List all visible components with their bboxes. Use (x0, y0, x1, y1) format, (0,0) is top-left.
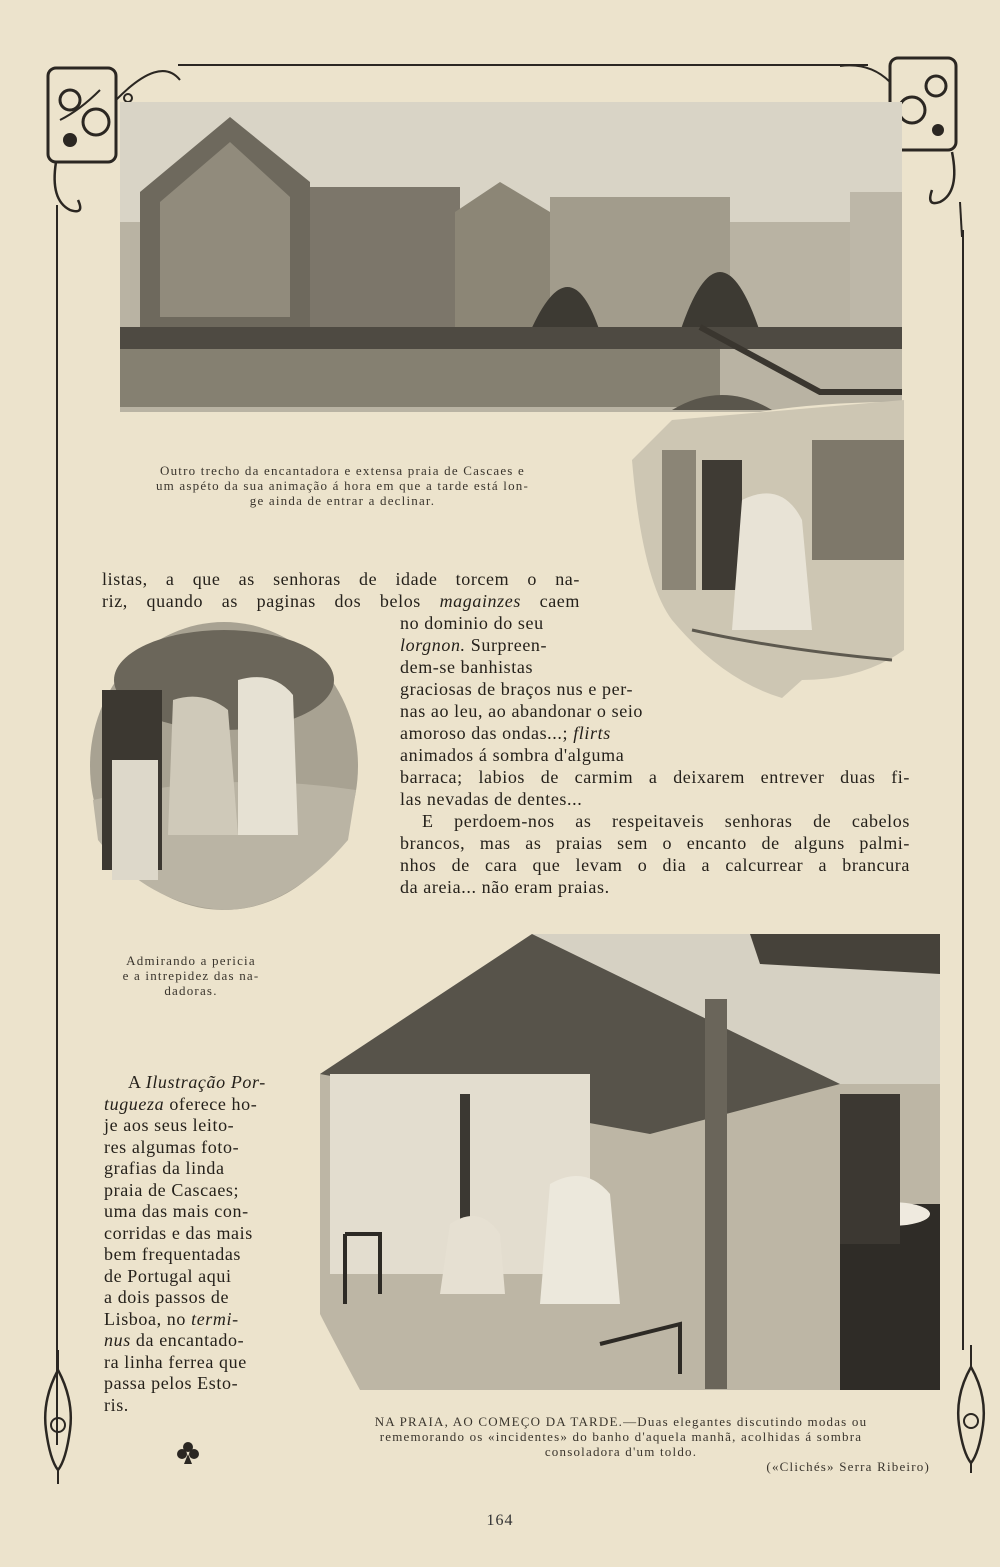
article-line-15: da areia... não eram praias. (400, 877, 610, 897)
article-line-1: listas, a que as senhoras de idade torcem o na- (102, 569, 580, 589)
club-ornament-icon (176, 1440, 200, 1466)
tent-awning-photo (320, 934, 940, 1390)
caption-cascaes-line-2: um aspéto da sua animação á hora em que a tarde está lon- (155, 478, 530, 493)
article-line-5: dem-se banhistas (400, 657, 534, 677)
article-line-6: graciosas de braços nus e per- (400, 679, 634, 699)
sidebar-line-8: corridas e das mais (104, 1222, 253, 1243)
article-line-13: brancos, mas as praias sem o encanto de alguns palmi- (400, 833, 910, 853)
sidebar-line-13: nus da encantado- (104, 1330, 245, 1350)
sidebar-line-15: passa pelos Esto- (104, 1373, 239, 1393)
caption-praia-line-3: consoladora d'um toldo. (544, 1444, 698, 1459)
page-number: 164 (486, 1512, 514, 1529)
article-text-narrow (400, 612, 690, 766)
article-line-14: nhos de cara que levam o dia a calcurrear a brancura (400, 855, 910, 875)
article-line-11: las nevadas de dentes... (400, 789, 583, 809)
article-line-2: riz, quando as paginas dos belos magainzes caem (102, 591, 580, 611)
sidebar-line-10: de Portugal aqui (104, 1265, 232, 1286)
article-text-wide (400, 766, 910, 898)
bottom-left-ornament-icon (40, 1350, 76, 1485)
article-line-10: barraca; labios de carmim a deixarem entrever duas fi- (400, 767, 910, 787)
caption-cascaes-line-1: Outro trecho da encantadora e extensa praia de Cascaes e (160, 463, 525, 478)
sidebar-line-16: ris. (104, 1394, 129, 1415)
article-line-7: nas ao leu, ao abandonar o seio (400, 701, 644, 721)
article-line-12: E perdoem-nos as respeitaveis senhoras de cabelos (422, 811, 910, 831)
sidebar-line-4: res algumas foto- (104, 1136, 240, 1157)
sidebar-line-9: bem frequentadas (104, 1244, 242, 1264)
villas-photo (120, 102, 902, 412)
frame-right-line (962, 230, 964, 1350)
caption-admirando-line-2: e a intrepidez das na- (122, 968, 260, 983)
sidebar-line-5: grafias da linda (104, 1158, 225, 1178)
article-line-9: animados á sombra d'alguma (400, 745, 625, 765)
sidebar-line-6: praia de Cascaes; (104, 1179, 240, 1200)
sidebar-line-3: je aos seus leito- (104, 1115, 235, 1135)
photo-credit: («Clichés» Serra Ribeiro) (766, 1459, 930, 1474)
article-line-4: lorgnon. Surpreen- (400, 635, 548, 655)
sidebar-line-1: A Ilustração Por- (128, 1072, 266, 1092)
caption-cascaes (90, 463, 595, 508)
frame-left-line (56, 205, 58, 1445)
caption-admirando-line-1: Admirando a pericia (126, 953, 256, 968)
caption-praia-line-1: NA PRAIA, AO COMEÇO DA TARDE.—Duas elegantes discutindo modas ou (374, 1414, 868, 1429)
article-line-8: amoroso das ondas...; flirts (400, 723, 611, 743)
sidebar-text (104, 1072, 276, 1416)
sidebar-line-14: ra linha ferrea que (104, 1351, 247, 1372)
sidebar-line-11: a dois passos de (104, 1287, 230, 1307)
caption-admirando (95, 953, 287, 998)
sidebar-line-7: uma das mais con- (104, 1201, 249, 1221)
article-line-3: no dominio do seu (400, 613, 544, 633)
caption-praia-line-2: rememorando os «incidentes» do banho d'aquela manhã, acolhidas á sombra (379, 1429, 863, 1444)
frame-top-line (178, 64, 868, 66)
caption-na-praia (312, 1414, 930, 1474)
caption-admirando-line-3: dadoras. (164, 983, 218, 998)
sidebar-line-2: tugueza oferece ho- (104, 1093, 258, 1114)
round-beach-photo (88, 620, 360, 912)
sidebar-line-12: Lisboa, no termi- (104, 1308, 239, 1329)
article-text (102, 568, 580, 612)
bottom-right-ornament-icon (952, 1345, 990, 1475)
caption-cascaes-line-3: ge ainda de entrar a declinar. (249, 493, 436, 508)
